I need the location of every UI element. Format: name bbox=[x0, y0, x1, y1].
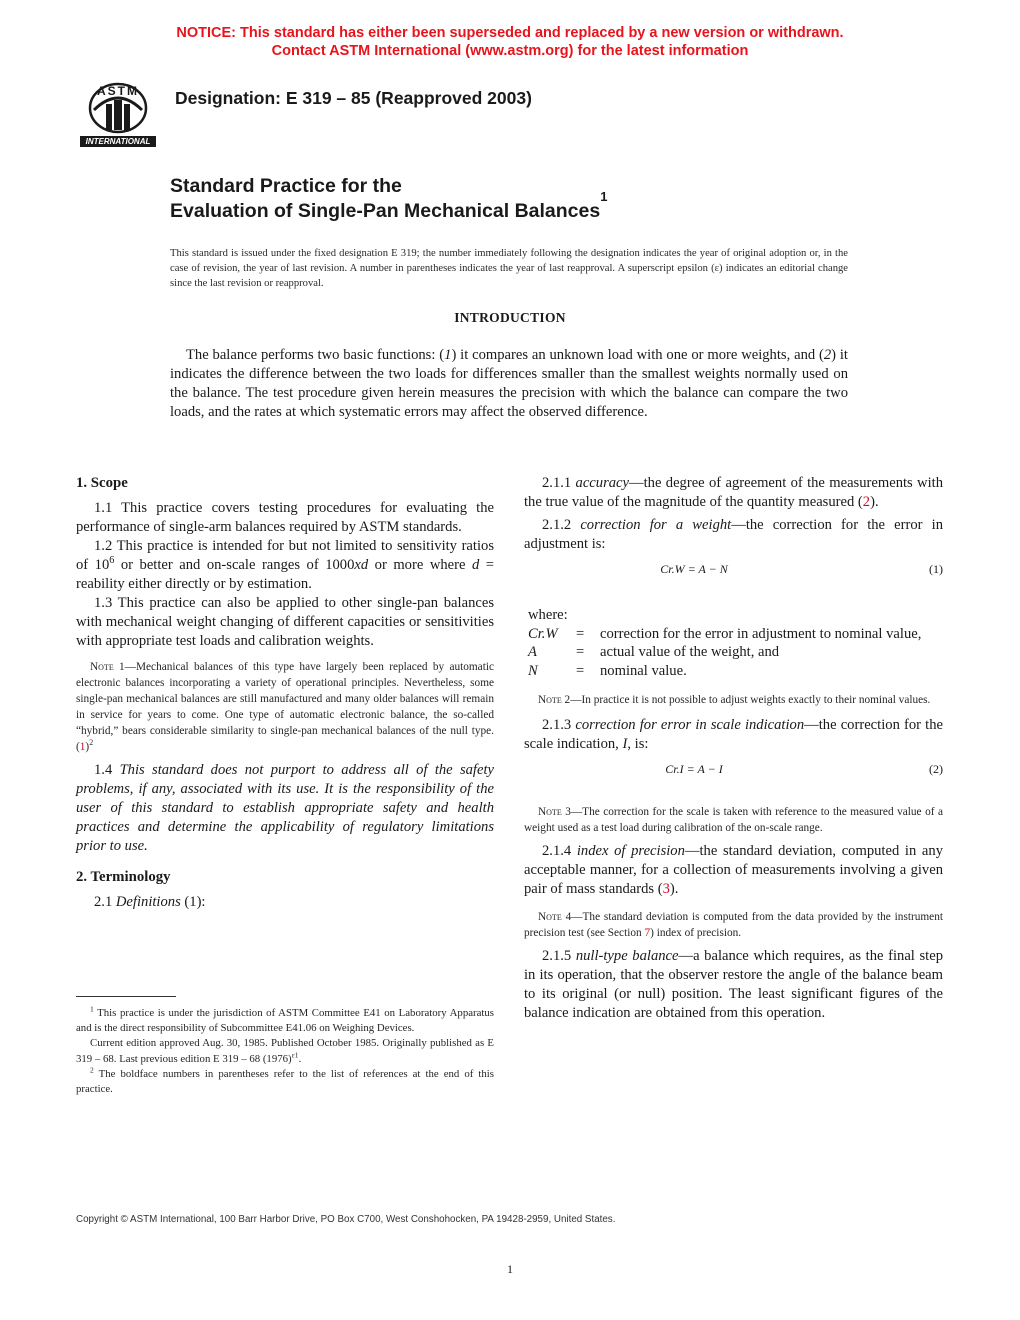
section-link-7[interactable]: 7 bbox=[644, 927, 651, 939]
where-row: N = nominal value. bbox=[528, 662, 687, 679]
logo-sub-label: INTERNATIONAL bbox=[85, 137, 151, 146]
where-row: A = actual value of the weight, and bbox=[528, 644, 780, 660]
equation-2-number: (2) bbox=[929, 762, 943, 776]
footnote-2: $^2$ The boldface numbers in parentheses refer to the list of references at the end of this practice. bbox=[76, 1065, 494, 1096]
copyright: Copyright © ASTM International, 100 Barr Harbor Drive, PO Box C700, West Conshohocken, PA 19428-2959, United States. bbox=[76, 1214, 616, 1225]
note-3: Note 3—The correction for the scale is taken with reference to the measured value of a weight used as a test load during calibration of the on-scale range. bbox=[524, 806, 943, 834]
title-line-1: Standard Practice for the bbox=[170, 175, 402, 197]
title-line-2-text: Evaluation of Single-Pan Mechanical Balances bbox=[170, 200, 601, 222]
equation-1-number: (1) bbox=[929, 562, 943, 576]
where-table bbox=[524, 625, 921, 681]
where-block bbox=[524, 606, 943, 680]
para-2-1-1: 2.1.1 accuracy—the degree of agreement of the measurements with the true value of the magnitude of the quantity measured (2). bbox=[524, 475, 943, 510]
para-2-1-2: 2.1.2 correction for a weight—the correction for the error in adjustment is: bbox=[524, 517, 943, 552]
note-4: Note 4—The standard deviation is computed from the data provided by the instrument precision test (see Section 7) index of precision. bbox=[524, 911, 943, 939]
para-2-1-4: 2.1.4 index of precision—the standard deviation, computed in any acceptable manner, for a collection of measurements involving a given pair of mass standards (3). bbox=[524, 843, 943, 897]
ref-link-1[interactable]: 1 bbox=[79, 741, 86, 753]
note-2: Note 2—In practice it is not possible to adjust weights exactly to their nominal values. bbox=[538, 694, 931, 706]
ref-link-3[interactable]: 3 bbox=[662, 881, 670, 897]
footnote-rule bbox=[76, 996, 176, 997]
where-label: where: bbox=[528, 607, 568, 623]
notice-line-2: Contact ASTM International (www.astm.org) for the latest information bbox=[271, 43, 749, 59]
para-1-3: 1.3 This practice can also be applied to other single-pan balances with mechanical weight changing of different capacities or sensitivities with appropriate test loads and calibration weights. bbox=[76, 595, 494, 649]
left-column bbox=[76, 474, 494, 912]
equation-1-formula: Cr.W = A − N bbox=[660, 562, 728, 576]
footnotes bbox=[76, 1006, 494, 1097]
ref-link-2[interactable]: 2 bbox=[862, 494, 871, 510]
para-1-4: 1.4 This standard does not purport to address all of the safety problems, if any, associated with its use. It is the responsibility of the user of this standard to establish appropriate safety and health practices and determine the applicability of regulatory limitations prior to use. bbox=[76, 762, 494, 854]
notice-line-1: NOTICE: This standard has either been superseded and replaced by a new version or withdrawn. bbox=[176, 25, 844, 41]
where-row: Cr.W = correction for the error in adjustment to nominal value, bbox=[528, 625, 922, 642]
title-footnote-mark[interactable]: 1 bbox=[600, 189, 608, 204]
astm-logo bbox=[76, 80, 160, 150]
issued-note: This standard is issued under the fixed designation E 319; the number immediately following the designation indicates the year of original adoption or, in the case of revision, the year of last revision. A number in parentheses indicates the year of last reapproval. A superscript epsilon (ε) indicates an editorial change since the last revision or reapproval. bbox=[170, 248, 848, 289]
equation-2-formula: Cr.I = A − I bbox=[665, 762, 723, 776]
title-line-2 bbox=[170, 189, 608, 224]
para-2-1: 2.1 Definitions (1): bbox=[94, 894, 206, 910]
para-2-1-3: 2.1.3 correction for error in scale indication—the correction for the scale indication, I, is: bbox=[524, 717, 943, 752]
page-number: 1 bbox=[507, 1262, 513, 1276]
logo-mark-label: ASTM bbox=[97, 84, 139, 98]
right-column bbox=[524, 474, 943, 1023]
scope-heading: 1. Scope bbox=[76, 475, 128, 491]
introduction-heading: INTRODUCTION bbox=[454, 310, 566, 325]
note-1: Note 1—Mechanical balances of this type have largely been replaced by automatic electronic balances incorporating a variety of operational principles. Nevertheless, some single-pan mechanical balances are still manufactured and many older balances will remain in service for years to come. One type of automatic electronic balance, the so-called “hybrid,” bears considerable similarity to single-pan mechanical balances of the null type. $(1)^2$ bbox=[76, 661, 494, 753]
notice-banner bbox=[0, 24, 1020, 60]
designation: Designation: E 319 – 85 (Reapproved 2003) bbox=[175, 88, 532, 108]
terminology-heading: 2. Terminology bbox=[76, 869, 171, 885]
equation-2 bbox=[524, 758, 943, 780]
para-2-1-5: 2.1.5 null-type balance—a balance which requires, as the final step in its operation, that the observer restore the angle of the balance beam to its original (or null) position. The least significant figures of the balance indication are obtained from this operation. bbox=[524, 948, 943, 1021]
equation-1 bbox=[524, 558, 943, 580]
document-title bbox=[170, 174, 607, 224]
footnote-1b: Current edition approved Aug. 30, 1985. Published October 1985. Originally published as E 319 – 68. Last previous edition E 319 – 68 $(1976)^{\varepsilon 1}$. bbox=[76, 1037, 494, 1065]
footnote-1: $^1$ This practice is under the jurisdiction of ASTM Committee E41 on Laboratory Apparatus and is the direct responsibility of Subcommittee E41.06 on Weighing Devices. bbox=[76, 1004, 494, 1035]
para-1-1: 1.1 This practice covers testing procedures for evaluating the performance of single-arm balances required by ASTM standards. bbox=[76, 500, 494, 535]
introduction-text: The balance performs two basic functions: (1) it compares an unknown load with one or more weights, and (2) it indicates the difference between the two loads for differences smaller than the smallest weights normally used on the balance. The test procedure given herein measures the precision with which the balance can compare the two loads, and the rates at which systematic errors may affect the observed difference. bbox=[170, 347, 848, 420]
para-1-2: 1.2 This practice is intended for but not limited to sensitivity ratios of $10^6$ or better and on-scale ranges of 1000xd or more where d = reability either directly or by estimation. bbox=[76, 538, 494, 592]
